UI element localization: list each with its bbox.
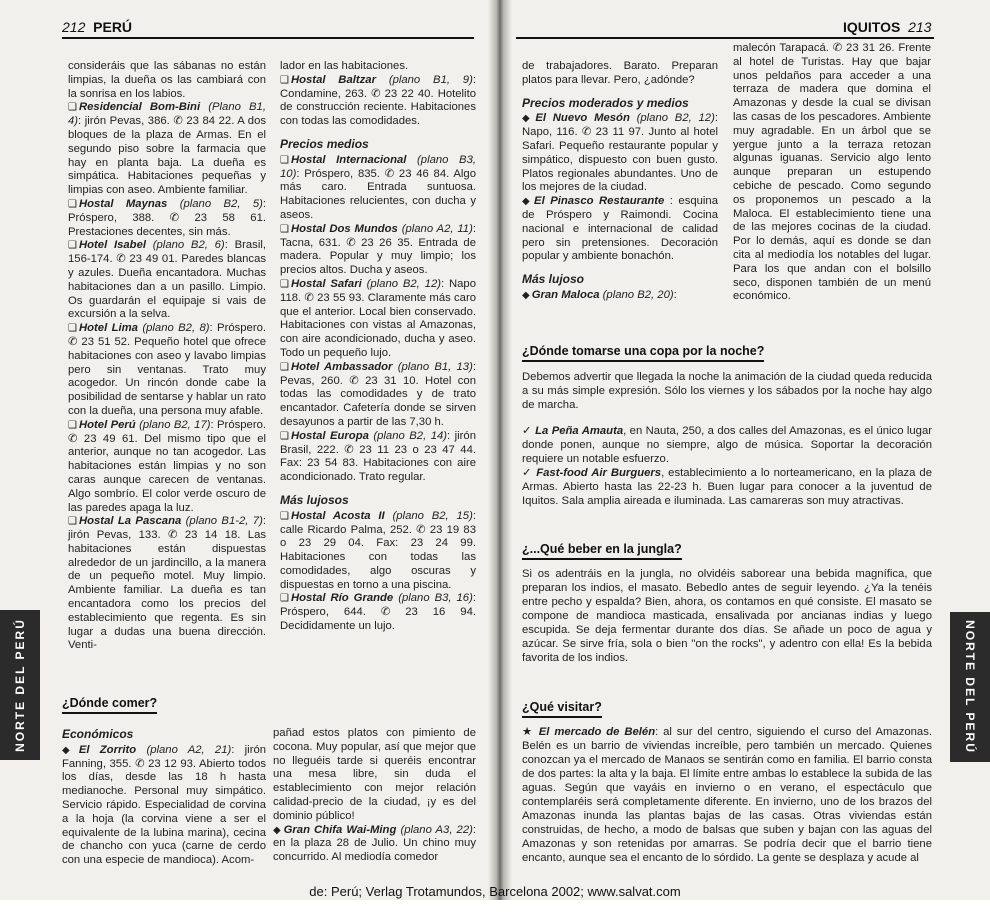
- right-page-column-1: [522, 60, 718, 303]
- listing-body: : jirón Brasil, 222. ✆ 23 11 23 o 23 47 44. Fax: 23 54 83. Habitaciones con aire acondicionado. Trato regular.: [280, 429, 476, 484]
- visitar-entry-name: El mercado de Belén: [538, 726, 656, 738]
- listing-entry: [522, 289, 718, 303]
- visitar-entry-body: : al sur del centro, siguiendo el curso del Amazonas. Belén es un barrio de viviendas increíble, pero también un mercado. Quienes conozcan ya el mercado de Manaos se sentirán como en familia. El barrio consta de dos partes: la alta y la baja. El límite entre ambas lo establece la subida de las aguas. Según que vayáis en invierno o en verano, el espectáculo que contemplaréis será completamente diferente. En invierno, uno de los brazos del Amazonas inunda las plantas bajas de las casas. Otras viviendas están construidas, de hecho, a modo de balsas que suben y bajan con las aguas del Amazonas y son retenidas por amarras. Se podría decir que el barrio tiene encanto, aunque sea el encanto de lo sórdido. La gente se desplaza y acude al: [522, 726, 932, 864]
- listing-body: : esquina de Próspero y Raimondi. Cocina nacional e internacional de calidad pero sin pretensiones. Decoración popular y ambiente bonachón.: [522, 195, 718, 263]
- listing-entry: [62, 744, 266, 868]
- continued-text: de trabajadores. Barato. Preparan platos para llevar. Pero, ¿adónde?: [522, 60, 718, 86]
- checkbox-bullet-icon: ❑: [68, 323, 77, 335]
- left-side-tab-label: NORTE DEL PERÚ: [13, 618, 28, 752]
- left-page-number: 212: [62, 19, 86, 35]
- listing-name: El Zorrito: [78, 743, 137, 756]
- checkbox-bullet-icon: ❑: [280, 278, 289, 290]
- listing-entry: [280, 430, 476, 485]
- listing-map-ref: (plano B3, 10): [280, 153, 476, 180]
- listing-name: Hotel Lima: [78, 322, 138, 335]
- checkbox-bullet-icon: ❑: [280, 593, 289, 605]
- right-page-title: IQUITOS: [843, 19, 901, 35]
- listing-body: :: [673, 288, 677, 301]
- listing-name: Hostal Río Grande: [290, 592, 394, 605]
- listing-name: Residencial Bom-Bini: [78, 101, 201, 114]
- listing-name: Hostal Europa: [290, 429, 369, 442]
- listing-entry: [280, 223, 476, 278]
- check-icon: ✓: [522, 425, 532, 437]
- listing-entry: [280, 154, 476, 223]
- listing-map-ref: (plano B2, 12): [366, 277, 441, 290]
- check-icon: ✓: [522, 467, 533, 479]
- checkbox-bullet-icon: ❑: [280, 430, 289, 442]
- listing-body: : Pevas, 260. ✆ 23 31 10. Hotel con todas las comodidades y de trato encantador. Cafetería donde se sirven desayunos a partir de las 7,30 h.: [280, 360, 476, 428]
- listing-entry: [68, 239, 266, 322]
- listing-name: Hostal Baltzar: [290, 73, 376, 86]
- copa-entry-name: Fast-food Air Burguers: [536, 467, 662, 479]
- section-heading-beber: ¿...Qué beber en la jungla?: [522, 542, 682, 560]
- listing-entry: [68, 322, 266, 419]
- right-running-head: [843, 19, 931, 35]
- checkbox-bullet-icon: ❑: [280, 74, 289, 86]
- listing-name: Hostal Internacional: [290, 153, 407, 166]
- continued-text: consideráis que las sábanas no están limpias, la dueña os las cambiará con la sonrisa en los labios.: [68, 60, 266, 100]
- right-side-tab-label: NORTE DEL PERÚ: [963, 620, 978, 754]
- listing-map-ref: (plano B2, 6): [152, 239, 225, 252]
- diamond-bullet-icon: ◆: [273, 824, 282, 836]
- listing-map-ref: (plano A3, 22): [400, 823, 473, 836]
- continued-text: lador en las habitaciones.: [280, 60, 409, 72]
- listing-map-ref: (plano B2, 15): [392, 509, 473, 522]
- listing-body: : Napo, 116. ✆ 23 11 97. Junto al hotel Safari. Pequeño restaurante popular y simpático, dispuesto con buen gusto. Platos regionales abundantes. Uno de los mejores de la ciudad.: [522, 112, 718, 194]
- section-heading-donde-comer: ¿Dónde comer?: [62, 696, 157, 714]
- listing-name: Hostal Maynas: [78, 197, 168, 210]
- category-heading: Precios moderados y medios: [522, 95, 689, 110]
- continued-text: malecón Tarapacá. ✆ 23 31 26. Frente al hotel de Turistas. Hay que bajar unos peldaños para acceder a una terraza de madera que domina el Amazonas y desde la cual se divisan las casas de los pescadores. Ambiente muy agradable. En un árbol que se yergue junto a la terraza retozan algunas iguanas. Servicio algo lento aunque preparan un estupendo cebiche de pescado. Como segundo os proponemos un pescado a la Maloca. El establecimiento tiene una de las mejores cocinas de la ciudad. Por lo demás, aquí es donde se dan cita al mediodía los notables del lugar. Para los que andan con el bolsillo seco, disponen también de un menú económico.: [733, 42, 931, 303]
- checkbox-bullet-icon: ❑: [280, 361, 289, 373]
- listing-map-ref: (plano B3, 16): [398, 592, 473, 605]
- listing-body: : Próspero, 644. ✆ 23 16 94. Decididamente un lujo.: [280, 592, 476, 633]
- listing-map-ref: (plano B2, 8): [142, 322, 210, 335]
- copa-entry-name: La Peña Amauta: [535, 425, 624, 437]
- listing-entry: [522, 112, 718, 195]
- listing-map-ref: (plano B2, 20): [602, 288, 674, 301]
- copa-section-body: [522, 370, 932, 508]
- listing-entry: [68, 515, 266, 653]
- right-side-tab: [950, 612, 990, 762]
- listing-body: : Próspero, 388. ✆ 23 58 61. Prestaciones decentes, sin más.: [68, 197, 267, 238]
- listing-body: : jirón Pevas, 133. ✆ 23 14 18. Las habitaciones están dispuestas alrededor de un jardincillo, a la manera de un pequeño motel. Muy limpio. Ambiente familiar. La dueña es tan encantadora como los precios del establecimiento que regenta. Es sin lugar a dudas una buena dirección. Venti-: [68, 515, 266, 652]
- left-page-column-1: [68, 60, 266, 653]
- listing-body: : Brasil, 156-174. ✆ 23 49 01. Paredes blancas y azules. Dueña encantadora. Muchas habitaciones dan a un pasillo. Limpio. Os guardarán el equipaje si vais de excursión a la selva.: [68, 239, 266, 321]
- listing-map-ref: (plano B2, 14): [373, 429, 448, 442]
- category-heading: Precios medios: [280, 136, 369, 151]
- left-side-tab: [0, 610, 40, 760]
- listing-map-ref: (plano B1, 13): [397, 360, 473, 373]
- listing-body: : en la plaza 28 de Julio. Un chino muy concurrido. Al mediodía comedor: [273, 823, 476, 864]
- checkbox-bullet-icon: ❑: [280, 154, 289, 166]
- listing-name: Gran Maloca: [531, 288, 600, 301]
- listing-name: Hotel Ambassador: [290, 360, 393, 373]
- left-page-column-2-lower: [273, 727, 476, 865]
- right-page-number: 213: [908, 19, 932, 35]
- copa-entry-body: , en Nauta, 250, a dos calles del Amazonas, es el único lugar donde ponen, aunque no siempre, algo de música. Soportar la decoración requiere un notable esfuerzo.: [522, 425, 933, 465]
- copa-intro: Debemos advertir que llegada la noche la animación de la ciudad queda reducida a su más simple expresión. Sólo los viernes y los sábados por la noche hay algo de marcha.: [522, 371, 932, 411]
- listing-name: Hostal Acosta II: [290, 509, 385, 522]
- checkbox-bullet-icon: ❑: [68, 419, 77, 431]
- listing-entry: [273, 824, 476, 865]
- book-spine-shadow: [488, 0, 512, 900]
- listing-entry: [68, 198, 266, 239]
- source-caption: de: Perú; Verlag Trotamundos, Barcelona 2002; www.salvat.com: [309, 884, 681, 899]
- section-heading-visitar: ¿Qué visitar?: [522, 700, 602, 718]
- diamond-bullet-icon: ◆: [62, 744, 77, 756]
- listing-map-ref: (plano B1-2, 7): [185, 515, 263, 528]
- listing-entry: [68, 101, 266, 198]
- left-running-head: [62, 19, 132, 35]
- listing-body: : Próspero. ✆ 23 51 52. Pequeño hotel que ofrece habitaciones con aseo y lavabo limpias pero sin ventanas. Trato muy acogedor. Un rincón donde cabe la posibilidad de sentarse y hablar un rato con la dueña, una persona muy afable.: [68, 322, 267, 417]
- listing-map-ref: (Plano B1, 4): [68, 101, 266, 128]
- listing-map-ref: (plano B2, 12): [636, 112, 715, 125]
- category-heading: Más lujosos: [280, 492, 349, 507]
- category-heading: Económicos: [62, 727, 134, 741]
- listing-entry: [522, 195, 718, 264]
- listing-name: Hotel Isabel: [78, 239, 146, 252]
- listing-name: Hostal Dos Mundos: [290, 222, 398, 235]
- checkbox-bullet-icon: ❑: [68, 102, 77, 114]
- visitar-section-body: [522, 725, 932, 865]
- listing-body: : Condamine, 263. ✆ 23 22 40. Hotelito de construcción reciente. Habitaciones con todas las comodidades.: [280, 73, 476, 128]
- checkbox-bullet-icon: ❑: [68, 516, 77, 528]
- listing-entry: [280, 592, 476, 633]
- listing-map-ref: (plano A2, 11): [401, 222, 473, 235]
- listing-entry: [280, 278, 476, 361]
- listing-body: : calle Ricardo Palma, 252. ✆ 23 19 83 o 23 29 04. Fax: 23 24 99. Habitaciones con todas las comodidades, algo oscuras y dispuestas en torno a una piscina.: [280, 509, 476, 591]
- listing-map-ref: (plano B2, 17): [139, 418, 211, 431]
- listing-entry: [280, 361, 476, 430]
- listing-body: : jirón Pevas, 386. ✆ 23 84 22. A dos bloques de la plaza de Armas. En el segundo piso sobre la farmacia que hay en planta baja. La dueña es simpática. Habitaciones pequeñas y limpias con aseo. Ambiente familiar.: [68, 115, 266, 197]
- category-heading: Más lujoso: [522, 272, 585, 287]
- listing-entry: [68, 419, 266, 516]
- star-icon: ★: [522, 726, 534, 738]
- copa-entry-body: , establecimiento a lo norteamericano, en la plaza de Armas. Abierto hasta las 22-23 h. Buen lugar para conocer a la juventud de Iquitos. Sala amplia aireada e iluminada. Las camareras son muy atractivas.: [522, 467, 932, 507]
- diamond-bullet-icon: ◆: [522, 113, 534, 125]
- listing-map-ref: (plano A2, 21): [146, 743, 232, 756]
- listing-map-ref: (plano B1, 9): [388, 73, 473, 86]
- continued-text: pañad estos platos con pimiento de cocona. Muy popular, así que mejor que no lleguéis tarde si queréis encontrar una mesa libre, sin duda el establecimiento con mejor relación calidad-precio de la ciudad, ¡y es del dominio público!: [273, 727, 476, 822]
- listing-body: : jirón Fanning, 355. ✆ 23 12 93. Abierto todos los días, desde las 18 h hasta medianoche. Personal muy simpático. Servicio rápido. Especialidad de corvina a la hoja (la corvina viene a ser el equivalente de la lubina marina), cecina de chancho con yuca (carne de cerdo con una especie de mandioca). Acom-: [62, 743, 267, 867]
- listing-body: : Próspero, 835. ✆ 23 46 84. Algo más caro. Entrada suntuosa. Habitaciones relucientes, con ducha y aseos.: [280, 167, 476, 221]
- listing-body: : Napo 118. ✆ 23 55 93. Claramente más caro que el anterior. Local bien conservado. Habitaciones con vistas al Amazonas, con aire acondicionado, ducha y aseo. Todo un pequeño lujo.: [280, 277, 476, 359]
- copa-entry: [522, 424, 932, 466]
- left-page-column-2: [280, 60, 476, 634]
- copa-entry: [522, 466, 932, 508]
- checkbox-bullet-icon: ❑: [68, 240, 77, 252]
- left-page-title: PERÚ: [93, 19, 133, 35]
- beber-section-body: [522, 567, 932, 665]
- section-heading-copa: ¿Dónde tomarse una copa por la noche?: [522, 344, 764, 362]
- listing-entry: [280, 510, 476, 593]
- listing-entry: [280, 74, 476, 129]
- visitar-entry: [522, 725, 932, 865]
- diamond-bullet-icon: ◆: [522, 289, 530, 301]
- listing-body: : Tacna, 631. ✆ 23 26 35. Entrada de madera. Popular y muy limpio; los precios altos. Ducha y aseos.: [280, 222, 476, 277]
- listing-name: Gran Chifa Wai-Ming: [283, 823, 397, 836]
- diamond-bullet-icon: ◆: [522, 196, 533, 208]
- left-head-rule: [62, 37, 474, 39]
- listing-body: : Próspero. ✆ 23 49 61. Del mismo tipo que el anterior, aunque no tan acogedor. Las habitaciones están limpias y no son caras aunque carecen de ventanas. Algo sombrío. El color verde oscuro de las paredes apaga la luz.: [68, 418, 267, 514]
- beber-text: Si os adentráis en la jungla, no olvidéis saborear una bebida magnífica, que preparan los indios, el masato. Bebedlo antes de seguir leyendo. ¿Ya la tenéis entre pecho y espalda? Bien, ahora, os contamos en qué consiste. El masato se compone de mandioca masticada, ensalivada por ancianas indias y luego escupida. Se deja fermentar durante dos días. Se añade un poco de agua y azúcar. Se sirve fría, sola o bien "on the rocks", y adentro con ella! Es la bebida favorita de los indios.: [522, 568, 932, 664]
- left-page-column-1-lower: [62, 728, 266, 868]
- checkbox-bullet-icon: ❑: [68, 198, 77, 210]
- checkbox-bullet-icon: ❑: [280, 223, 289, 235]
- right-head-rule: [516, 37, 934, 39]
- listing-map-ref: (plano B2, 5): [179, 197, 263, 210]
- listing-name: El Nuevo Mesón: [535, 112, 630, 125]
- right-page-column-2: [733, 42, 931, 304]
- checkbox-bullet-icon: ❑: [280, 510, 289, 522]
- listing-name: Hotel Perú: [78, 418, 136, 431]
- listing-name: El Pinasco Restaurante: [534, 195, 665, 208]
- listing-name: Hostal La Pascana: [78, 515, 182, 528]
- listing-name: Hostal Safari: [290, 277, 362, 290]
